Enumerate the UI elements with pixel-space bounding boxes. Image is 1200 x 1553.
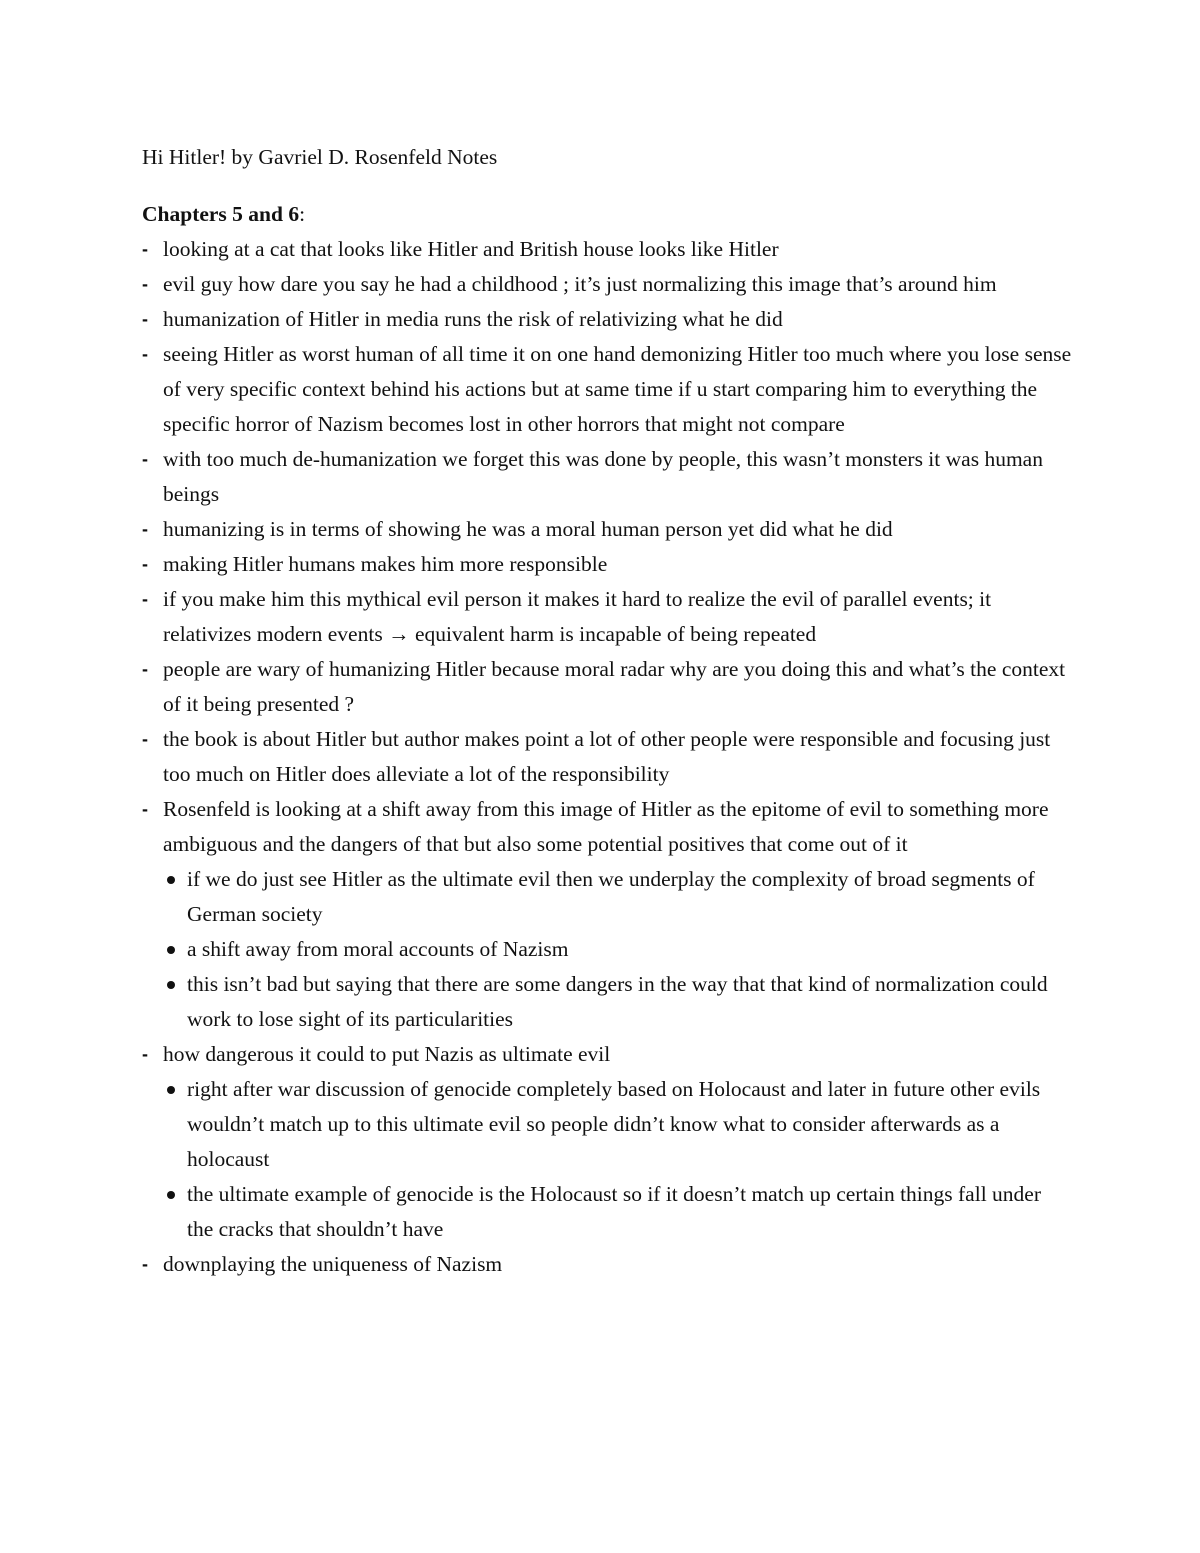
bullet-dot-icon (167, 1191, 175, 1199)
list-item-text: how dangerous it could to put Nazis as ultimate evil (163, 1042, 611, 1066)
list-item-text: looking at a cat that looks like Hitler and British house looks like Hitler (163, 237, 779, 261)
list-item (142, 582, 1072, 652)
list-item (142, 512, 1072, 547)
list-item (142, 442, 1072, 512)
sub-list (163, 1072, 1072, 1247)
document-content (142, 140, 1072, 1282)
list-item-text: downplaying the uniqueness of Nazism (163, 1252, 503, 1276)
sub-list-item-text: if we do just see Hitler as the ultimate evil then we underplay the complexity of broad segments of German society (187, 867, 1035, 926)
sub-list-item (163, 1072, 1072, 1177)
list-item (142, 547, 1072, 582)
sub-list-item-text: a shift away from moral accounts of Nazism (187, 937, 569, 961)
sub-list-item-text: the ultimate example of genocide is the Holocaust so if it doesn’t match up certain things fall under the cracks that shouldn’t have (187, 1182, 1041, 1241)
dash-bullet-icon: - (142, 1254, 148, 1274)
list-item (142, 652, 1072, 722)
section-heading-text: Chapters 5 and 6 (142, 202, 300, 226)
dash-bullet-icon: - (142, 659, 148, 679)
sub-list-item (163, 1177, 1072, 1247)
sub-list-item (163, 967, 1072, 1037)
bullet-dot-icon (167, 876, 175, 884)
dash-bullet-icon: - (142, 239, 148, 259)
dash-bullet-icon: - (142, 274, 148, 294)
list-item (142, 792, 1072, 1037)
list-item-text: Rosenfeld is looking at a shift away from this image of Hitler as the epitome of evil to something more ambiguous and the dangers of that but also some potential positives that come out of it (163, 797, 1049, 856)
sub-list (163, 862, 1072, 1037)
list-item-text: humanizing is in terms of showing he was a moral human person yet did what he did (163, 517, 893, 541)
dash-bullet-icon: - (142, 344, 148, 364)
section-heading (142, 197, 1072, 232)
bullet-dot-icon (167, 1086, 175, 1094)
list-item-text: evil guy how dare you say he had a childhood ; it’s just normalizing this image that’s around him (163, 272, 997, 296)
bullet-dot-icon (167, 946, 175, 954)
section-heading-colon: : (299, 202, 306, 226)
sub-list-item-text: this isn’t bad but saying that there are some dangers in the way that that kind of normalization could work to lose sight of its particularities (187, 972, 1048, 1031)
notes-list (142, 232, 1072, 1282)
dash-bullet-icon: - (142, 799, 148, 819)
list-item (142, 1037, 1072, 1247)
sub-list-item-text: right after war discussion of genocide completely based on Holocaust and later in future other evils wouldn’t match up to this ultimate evil so people didn’t know what to consider afterwards as a holocaust (187, 1077, 1041, 1171)
list-item (142, 722, 1072, 792)
dash-bullet-icon: - (142, 589, 148, 609)
dash-bullet-icon: - (142, 729, 148, 749)
list-item (142, 267, 1072, 302)
list-item (142, 1247, 1072, 1282)
dash-bullet-icon: - (142, 519, 148, 539)
list-item (142, 302, 1072, 337)
bullet-dot-icon (167, 981, 175, 989)
dash-bullet-icon: - (142, 309, 148, 329)
list-item-text: with too much de-humanization we forget this was done by people, this wasn’t monsters it was human beings (163, 447, 1043, 506)
list-item-text: seeing Hitler as worst human of all time it on one hand demonizing Hitler too much where you lose sense of very specific context behind his actions but at same time if u start comparing him to everything the specific horror of Nazism becomes lost in other horrors that might not compare (163, 342, 1072, 436)
list-item-text: people are wary of humanizing Hitler because moral radar why are you doing this and what’s the context of it being presented ? (163, 657, 1066, 716)
sub-list-item (163, 862, 1072, 932)
list-item (142, 232, 1072, 267)
list-item-text: making Hitler humans makes him more responsible (163, 552, 608, 576)
dash-bullet-icon: - (142, 449, 148, 469)
list-item-text: if you make him this mythical evil person it makes it hard to realize the evil of parallel events; it relativizes modern events → equivalent harm is incapable of being repeated (163, 587, 992, 646)
sub-list-item (163, 932, 1072, 967)
dash-bullet-icon: - (142, 1044, 148, 1064)
document-title: Hi Hitler! by Gavriel D. Rosenfeld Notes (142, 145, 498, 169)
list-item-text: the book is about Hitler but author makes point a lot of other people were responsible and focusing just too much on Hitler does alleviate a lot of the responsibility (163, 727, 1051, 786)
list-item (142, 337, 1072, 442)
list-item-text: humanization of Hitler in media runs the risk of relativizing what he did (163, 307, 783, 331)
dash-bullet-icon: - (142, 554, 148, 574)
